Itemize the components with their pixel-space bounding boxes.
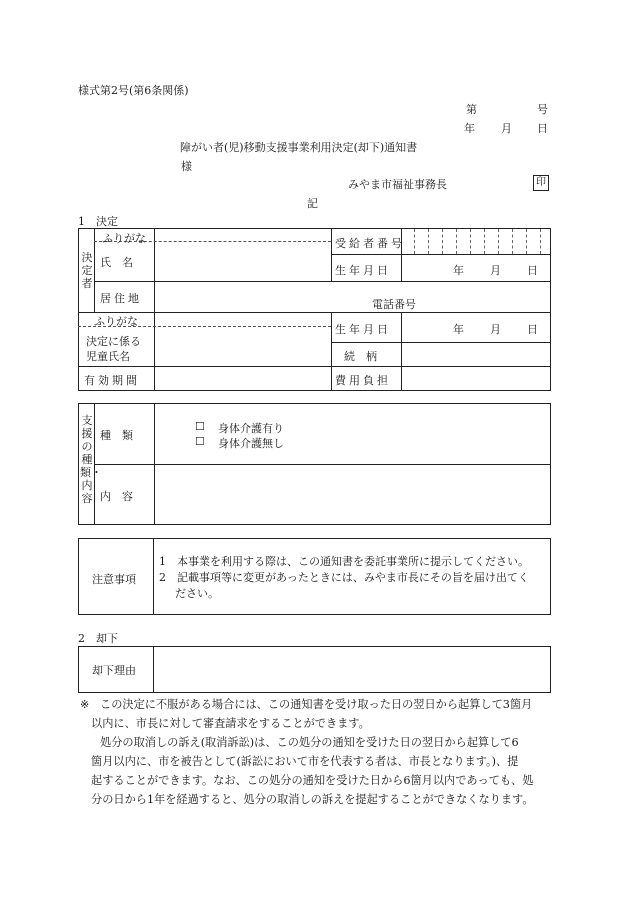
content-label: 内 容 (100, 490, 133, 503)
footer-line-2: 以内に、市長に対して審査請求をすることができます。 (91, 717, 370, 730)
checkbox-option-2[interactable]: ☐ (195, 435, 205, 448)
recipient-number-label: 受給者番号 (335, 237, 405, 250)
child-furigana-label: ふりがな (94, 315, 138, 328)
reject-box (78, 646, 551, 693)
footer-line-3: 処分の取消しの訴え(取消訴訟)は、この処分の通知を受けた日の翌日から起算して6 (100, 736, 519, 749)
option-2-label: 身体介護無し (218, 437, 284, 450)
dob2-label: 生年月日 (335, 323, 391, 336)
date-month: 月 (501, 122, 512, 135)
dob-day: 日 (527, 264, 538, 277)
address-label: 居住地 (100, 292, 142, 305)
document-title: 障がい者(児)移動支援事業利用決定(却下)通知書 (180, 141, 418, 154)
dob-month: 月 (490, 264, 501, 277)
cost-label: 費用負担 (335, 374, 391, 387)
form-id: 様式第2号(第6条関係) (78, 84, 189, 97)
decision-side-label: 決定者 (81, 251, 93, 290)
support-side-label: 支援の種類・内容 (80, 414, 102, 505)
section1-heading: 1 決定 (78, 215, 118, 228)
furigana-label: ふりがな (102, 232, 146, 245)
dob2-month: 月 (490, 323, 501, 336)
footer-line-1: この決定に不服がある場合には、この通知書を受け取った日の翌日から起算して3箇月 (100, 698, 533, 711)
number-suffix: 号 (537, 103, 548, 116)
child-name-label-2: 児童氏名 (86, 350, 130, 363)
phone-label: 電話番号 (372, 298, 416, 311)
dob-label: 生年月日 (335, 264, 391, 277)
option-1-label: 身体介護有り (218, 422, 284, 435)
relation-label: 続 柄 (344, 350, 377, 363)
footer-line-4: 箇月以内に、市を被告として(訴訟において市を代表する者は、市長となります。)、提 (91, 755, 519, 768)
note-item-2: 2 記載事項等に変更があったときには、みやま市長にその旨を届け出てく (159, 571, 529, 584)
footer-line-5: 起することができます。なお、この処分の通知を受けた日から6箇月以内であっても、処 (91, 774, 534, 787)
child-name-label-1: 決定に係る (86, 335, 141, 348)
type-label: 種 類 (100, 429, 133, 442)
footer-mark: ※ (80, 698, 90, 711)
period-label: 有効期間 (84, 374, 140, 387)
dob2-day: 日 (527, 323, 538, 336)
seal-stamp: 印 (533, 175, 549, 191)
number-label: 第 (466, 103, 477, 116)
checkbox-option-1[interactable]: ☐ (195, 420, 205, 433)
addressee-suffix: 様 (181, 160, 192, 173)
date-day: 日 (537, 122, 548, 135)
date-year: 年 (464, 122, 475, 135)
name-label: 氏 名 (100, 256, 133, 269)
dob2-year: 年 (453, 323, 464, 336)
section2-heading: 2 却下 (78, 632, 118, 645)
issuer: みやま市福祉事務長 (348, 178, 447, 191)
note-item-1: 1 本事業を利用する際は、この通知書を委託事業所に提示してください。 (159, 555, 529, 568)
note-item-2-cont: ださい。 (175, 587, 219, 600)
notes-label: 注意事項 (92, 573, 136, 586)
ki-label: 記 (307, 197, 318, 210)
footer-line-6: 分の日から1年を経過すると、処分の取消しの訴えを提起することができなくなります。 (91, 793, 534, 806)
dob-year: 年 (453, 264, 464, 277)
reject-reason-label: 却下理由 (92, 664, 136, 677)
